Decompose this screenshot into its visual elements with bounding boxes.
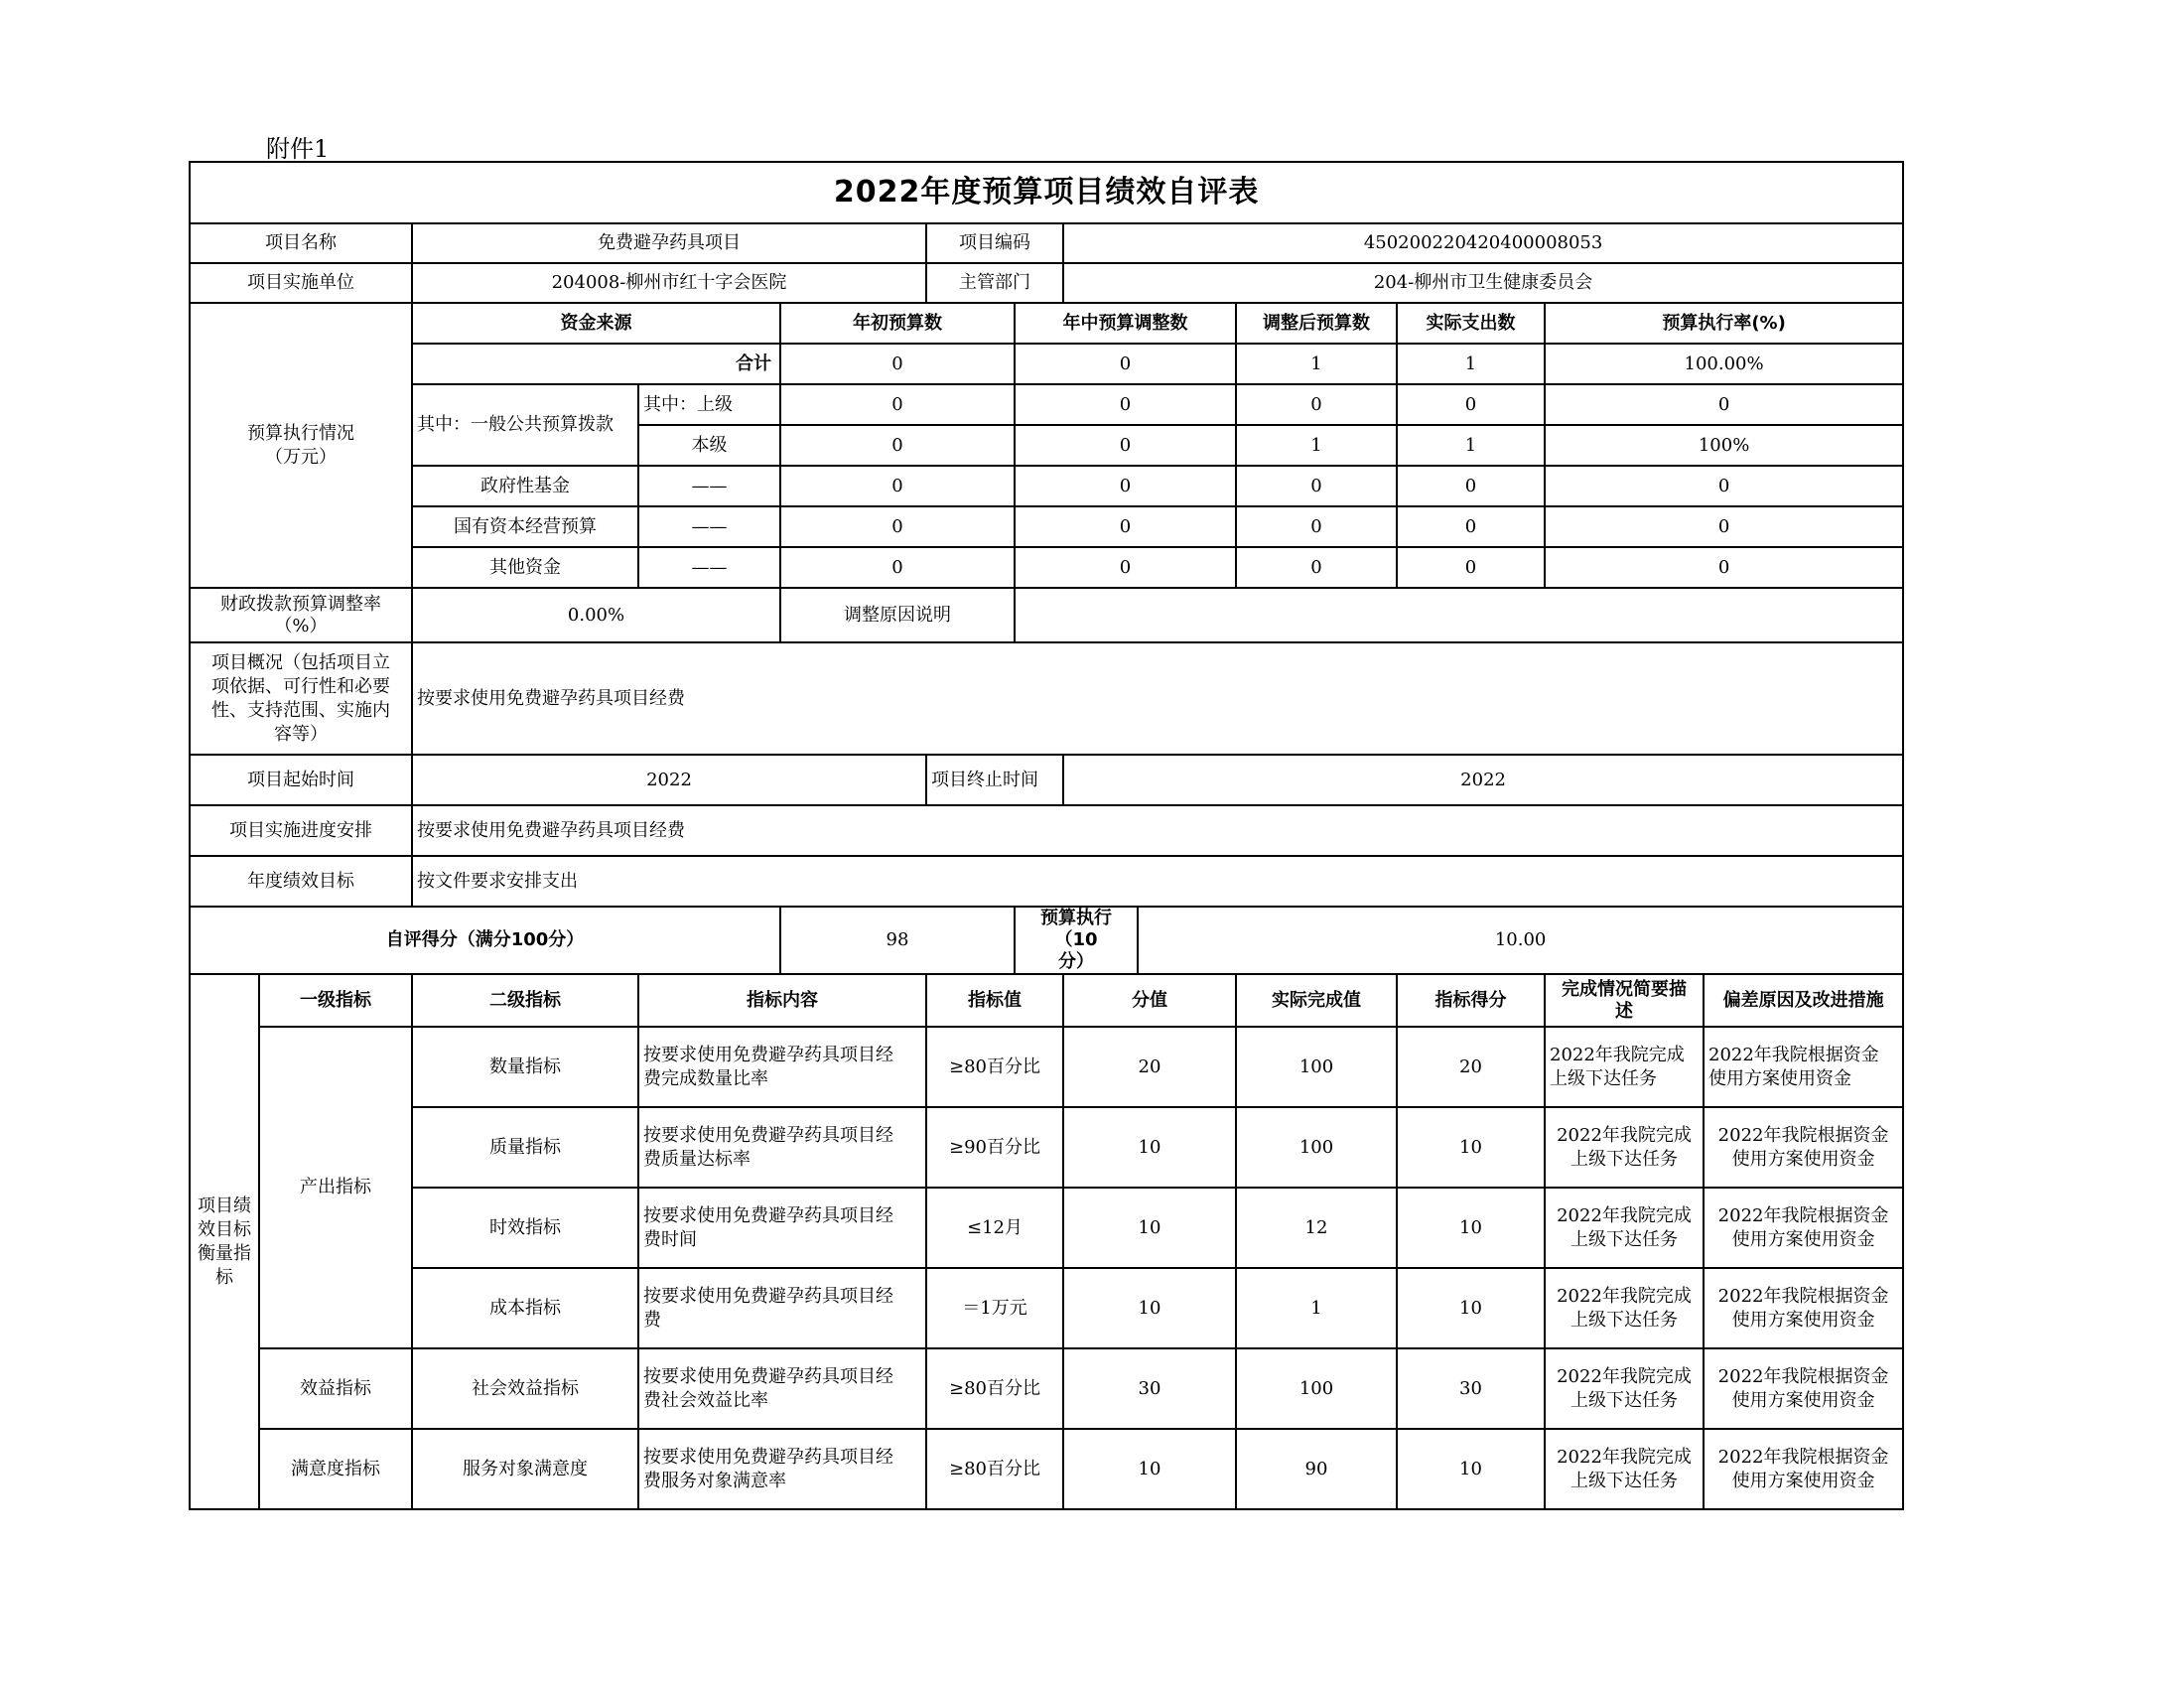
progress-label: 项目实施进度安排 [190, 805, 412, 856]
indicator-target: ≥80百分比 [926, 1027, 1063, 1107]
indicator-content: 按要求使用免费避孕药具项目经 费完成数量比率 [638, 1027, 926, 1107]
budget-state-capital-rate: 0 [1545, 506, 1903, 547]
indicator-deviation: 2022年我院根据资金 使用方案使用资金 [1704, 1348, 1903, 1429]
project-name: 免费避孕药具项目 [412, 223, 926, 263]
indicator-score: 10 [1397, 1429, 1545, 1509]
budget-gov-fund-adjusted: 0 [1236, 466, 1397, 506]
budget-local-actual: 1 [1397, 425, 1545, 466]
indicator-weight: 30 [1063, 1348, 1236, 1429]
indicator-header-level1: 一级指标 [259, 974, 412, 1027]
budget-exec-score-value: 10.00 [1138, 907, 1903, 974]
indicator-deviation: 2022年我院根据资金 使用方案使用资金 [1704, 1429, 1903, 1509]
indicator-level2: 数量指标 [412, 1027, 638, 1107]
indicator-level2: 时效指标 [412, 1188, 638, 1268]
budget-state-capital-label: 国有资本经营预算 [412, 506, 638, 547]
budget-other-label: 其他资金 [412, 547, 638, 588]
self-score-label: 自评得分（满分100分） [190, 907, 780, 974]
budget-section-label: 预算执行情况 （万元） [190, 303, 412, 588]
benefit-indicator-label: 效益指标 [259, 1348, 412, 1429]
indicator-deviation: 2022年我院根据资金 使用方案使用资金 [1704, 1188, 1903, 1268]
general-budget-label: 其中：一般公共预算拨款 [412, 384, 638, 466]
overview-text: 按要求使用免费避孕药具项目经费 [412, 642, 1903, 755]
indicator-header-deviation: 偏差原因及改进措施 [1704, 974, 1903, 1027]
indicator-deviation: 2022年我院根据资金 使用方案使用资金 [1704, 1107, 1903, 1188]
budget-local-initial: 0 [780, 425, 1015, 466]
adjust-rate-label: 财政拨款预算调整率 （%） [190, 588, 412, 642]
budget-superior-mid-adjust: 0 [1015, 384, 1236, 425]
indicator-target: ≥80百分比 [926, 1429, 1063, 1509]
table-row [190, 1268, 1903, 1348]
budget-superior-initial: 0 [780, 384, 1015, 425]
end-time: 2022 [1063, 755, 1903, 805]
indicator-target: ＝1万元 [926, 1268, 1063, 1348]
budget-total-actual: 1 [1397, 344, 1545, 384]
performance-self-evaluation-table [189, 161, 1904, 1510]
annual-goal-label: 年度绩效目标 [190, 856, 412, 907]
indicator-target: ≥90百分比 [926, 1107, 1063, 1188]
table-row [190, 1429, 1903, 1509]
budget-superior-label: 其中：上级 [638, 384, 780, 425]
budget-row-superior [190, 384, 1903, 425]
budget-header-rate: 预算执行率(%) [1545, 303, 1903, 344]
project-code: 450200220420400008053 [1063, 223, 1903, 263]
indicator-desc: 2022年我院完成 上级下达任务 [1545, 1188, 1704, 1268]
budget-local-rate: 100% [1545, 425, 1903, 466]
budget-local-adjusted: 1 [1236, 425, 1397, 466]
indicator-header-desc: 完成情况简要描 述 [1545, 974, 1704, 1027]
budget-state-capital-actual: 0 [1397, 506, 1545, 547]
indicator-weight: 10 [1063, 1429, 1236, 1509]
budget-exec-score-label: 预算执行（10 分） [1015, 907, 1138, 974]
table-row [190, 1027, 1903, 1107]
indicator-header-content: 指标内容 [638, 974, 926, 1027]
budget-total-adjusted: 1 [1236, 344, 1397, 384]
budget-other-rate: 0 [1545, 547, 1903, 588]
indicator-header-level2: 二级指标 [412, 974, 638, 1027]
budget-total-mid-adjust: 0 [1015, 344, 1236, 384]
indicator-actual: 1 [1236, 1268, 1397, 1348]
budget-state-capital-initial: 0 [780, 506, 1015, 547]
budget-other-initial: 0 [780, 547, 1015, 588]
indicator-actual: 100 [1236, 1107, 1397, 1188]
page-title: 2022年度预算项目绩效自评表 [190, 162, 1903, 223]
indicator-level2: 成本指标 [412, 1268, 638, 1348]
indicator-weight: 10 [1063, 1268, 1236, 1348]
budget-gov-fund-initial: 0 [780, 466, 1015, 506]
indicator-level2: 质量指标 [412, 1107, 638, 1188]
indicator-header-weight: 分值 [1063, 974, 1236, 1027]
self-score-value: 98 [780, 907, 1015, 974]
indicator-score: 20 [1397, 1027, 1545, 1107]
budget-gov-fund-rate: 0 [1545, 466, 1903, 506]
indicator-actual: 100 [1236, 1027, 1397, 1107]
indicator-actual: 100 [1236, 1348, 1397, 1429]
output-indicator-label: 产出指标 [259, 1027, 412, 1348]
indicator-level2: 服务对象满意度 [412, 1429, 638, 1509]
indicator-level2: 社会效益指标 [412, 1348, 638, 1429]
adjust-reason-label: 调整原因说明 [780, 588, 1015, 642]
indicator-actual: 12 [1236, 1188, 1397, 1268]
indicators-side-label: 项目绩 效目标 衡量指 标 [190, 974, 259, 1509]
project-code-label: 项目编码 [926, 223, 1063, 263]
budget-state-capital-mid-adjust: 0 [1015, 506, 1236, 547]
indicator-desc: 2022年我院完成 上级下达任务 [1545, 1348, 1704, 1429]
indicator-score: 10 [1397, 1268, 1545, 1348]
adjust-rate: 0.00% [412, 588, 780, 642]
budget-row-state-capital [190, 506, 1903, 547]
indicator-deviation: 2022年我院根据资金 使用方案使用资金 [1704, 1027, 1903, 1107]
indicator-content: 按要求使用免费避孕药具项目经 费时间 [638, 1188, 926, 1268]
start-time-label: 项目起始时间 [190, 755, 412, 805]
overview-label: 项目概况（包括项目立 项依据、可行性和必要 性、支持范围、实施内 容等） [190, 642, 412, 755]
indicator-header-score: 指标得分 [1397, 974, 1545, 1027]
budget-header-actual: 实际支出数 [1397, 303, 1545, 344]
table-row [190, 1107, 1903, 1188]
budget-state-capital-adjusted: 0 [1236, 506, 1397, 547]
satisfaction-indicator-label: 满意度指标 [259, 1429, 412, 1509]
indicator-score: 30 [1397, 1348, 1545, 1429]
annual-goal-text: 按文件要求安排支出 [412, 856, 1903, 907]
budget-header-source: 资金来源 [412, 303, 780, 344]
indicator-content: 按要求使用免费避孕药具项目经 费 [638, 1268, 926, 1348]
budget-state-capital-dash: —— [638, 506, 780, 547]
table-row [190, 1188, 1903, 1268]
indicator-target: ≥80百分比 [926, 1348, 1063, 1429]
indicator-weight: 10 [1063, 1107, 1236, 1188]
indicator-deviation: 2022年我院根据资金 使用方案使用资金 [1704, 1268, 1903, 1348]
budget-total-label: 合计 [412, 344, 780, 384]
indicator-header-target: 指标值 [926, 974, 1063, 1027]
budget-row-gov-fund [190, 466, 1903, 506]
budget-other-actual: 0 [1397, 547, 1545, 588]
budget-gov-fund-actual: 0 [1397, 466, 1545, 506]
budget-header-initial: 年初预算数 [780, 303, 1015, 344]
indicator-desc: 2022年我院完成 上级下达任务 [1545, 1107, 1704, 1188]
indicator-score: 10 [1397, 1107, 1545, 1188]
implementing-unit-label: 项目实施单位 [190, 263, 412, 303]
indicator-weight: 10 [1063, 1188, 1236, 1268]
budget-local-label: 本级 [638, 425, 780, 466]
budget-superior-adjusted: 0 [1236, 384, 1397, 425]
indicator-desc: 2022年我院完成 上级下达任务 [1545, 1429, 1704, 1509]
supervising-dept-label: 主管部门 [926, 263, 1063, 303]
table-row [190, 1348, 1903, 1429]
budget-gov-fund-mid-adjust: 0 [1015, 466, 1236, 506]
indicator-content: 按要求使用免费避孕药具项目经 费服务对象满意率 [638, 1429, 926, 1509]
indicator-actual: 90 [1236, 1429, 1397, 1509]
indicator-header-actual: 实际完成值 [1236, 974, 1397, 1027]
budget-local-mid-adjust: 0 [1015, 425, 1236, 466]
indicator-weight: 20 [1063, 1027, 1236, 1107]
budget-other-mid-adjust: 0 [1015, 547, 1236, 588]
budget-row-other [190, 547, 1903, 588]
budget-superior-actual: 0 [1397, 384, 1545, 425]
supervising-dept: 204-柳州市卫生健康委员会 [1063, 263, 1903, 303]
indicator-target: ≤12月 [926, 1188, 1063, 1268]
budget-total-rate: 100.00% [1545, 344, 1903, 384]
budget-header-mid-adjust: 年中预算调整数 [1015, 303, 1236, 344]
adjust-reason [1015, 588, 1903, 642]
budget-row-total [190, 344, 1903, 384]
attachment-label: 附件1 [266, 135, 330, 163]
project-name-label: 项目名称 [190, 223, 412, 263]
start-time: 2022 [412, 755, 926, 805]
indicator-desc: 2022年我院完成 上级下达任务 [1545, 1268, 1704, 1348]
indicator-content: 按要求使用免费避孕药具项目经 费社会效益比率 [638, 1348, 926, 1429]
end-time-label: 项目终止时间 [926, 755, 1063, 805]
budget-gov-fund-label: 政府性基金 [412, 466, 638, 506]
indicator-score: 10 [1397, 1188, 1545, 1268]
budget-header-adjusted: 调整后预算数 [1236, 303, 1397, 344]
budget-total-initial: 0 [780, 344, 1015, 384]
indicator-content: 按要求使用免费避孕药具项目经 费质量达标率 [638, 1107, 926, 1188]
budget-other-adjusted: 0 [1236, 547, 1397, 588]
progress-text: 按要求使用免费避孕药具项目经费 [412, 805, 1903, 856]
indicator-desc: 2022年我院完成 上级下达任务 [1545, 1027, 1704, 1107]
budget-gov-fund-dash: —— [638, 466, 780, 506]
implementing-unit: 204008-柳州市红十字会医院 [412, 263, 926, 303]
budget-other-dash: —— [638, 547, 780, 588]
budget-superior-rate: 0 [1545, 384, 1903, 425]
